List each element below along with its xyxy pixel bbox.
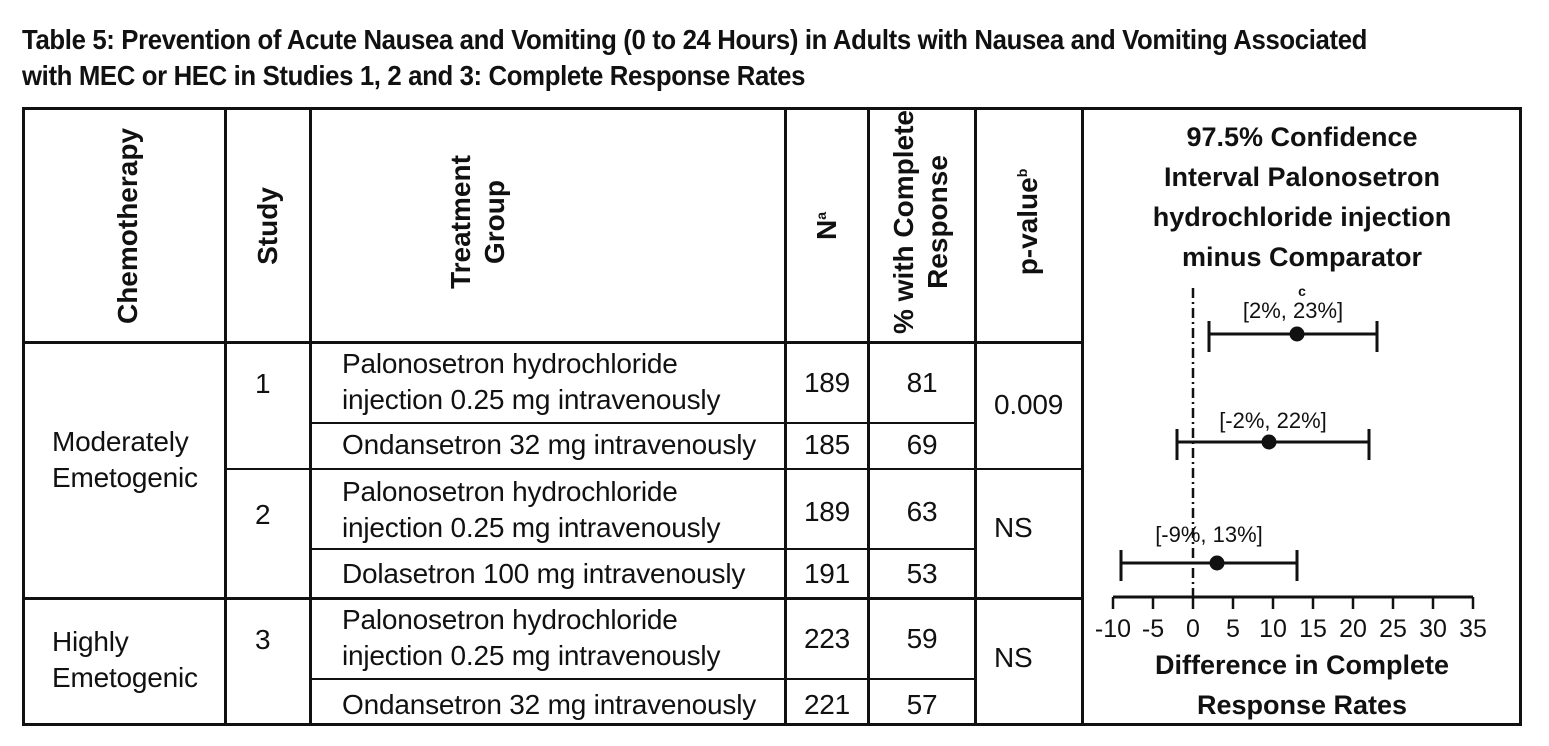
point-estimate <box>1262 435 1277 450</box>
table-title-line2: with MEC or HEC in Studies 1, 2 and 3: Complete Response Rates <box>22 60 806 91</box>
pvalue-study-2: NS <box>994 512 1033 543</box>
header-treatment: Treatment Group <box>445 155 510 289</box>
pvalue-study-3: NS <box>994 642 1033 673</box>
n-row-3: 189 <box>803 496 851 527</box>
response-row-1: 81 <box>906 367 938 398</box>
study-1: 1 <box>255 368 271 399</box>
x-tick-label: 0 <box>1186 615 1200 643</box>
point-estimate <box>1290 327 1305 342</box>
response-row-4: 53 <box>906 558 938 589</box>
header-n: $N^a$ <box>811 211 842 241</box>
table-title-line1: Table 5: Prevention of Acute Nausea and Vomiting (0 to 24 Hours) in Adults with Nausea and Vomiting Associated <box>22 24 1368 55</box>
chemotherapy-highly: Highly Emetogenic <box>52 626 198 693</box>
x-tick-label: -5 <box>1141 615 1165 643</box>
treatment-row-6: Ondansetron 32 mg intravenously <box>342 689 757 720</box>
x-tick-label: 30 <box>1419 615 1447 643</box>
study-3: 3 <box>255 624 271 655</box>
treatment-row-5: Palonosetron hydrochloride injection 0.25 mg intravenously <box>342 604 721 671</box>
n-row-2: 185 <box>803 429 851 460</box>
x-tick-label: 25 <box>1379 615 1407 643</box>
treatment-row-1: Palonosetron hydrochloride injection 0.25 mg intravenously <box>342 348 721 415</box>
n-row-5: 223 <box>803 623 851 654</box>
n-row-4: 191 <box>803 558 851 589</box>
study-2: 2 <box>255 499 271 530</box>
ci-label: [2%, 23%] <box>1242 298 1344 323</box>
x-tick-label: 35 <box>1459 615 1487 643</box>
n-row-1: 189 <box>803 367 851 398</box>
x-tick-label: 10 <box>1259 615 1287 643</box>
header-complete-response: % with Complete Response <box>888 109 953 335</box>
ci-label: [-2%, 22%] <box>1219 408 1327 433</box>
response-row-6: 57 <box>906 689 938 720</box>
x-tick-label: 20 <box>1339 615 1367 643</box>
x-tick-label: 15 <box>1299 615 1327 643</box>
header-chemotherapy: Chemotherapy <box>112 127 143 325</box>
response-row-2: 69 <box>906 429 938 460</box>
response-row-3: 63 <box>906 496 938 527</box>
header-pvalue: p-value$^b$ <box>1012 168 1043 276</box>
response-row-5: 59 <box>906 623 938 654</box>
x-tick-label: -10 <box>1094 615 1132 643</box>
treatment-row-4: Dolasetron 100 mg intravenously <box>342 558 746 589</box>
chart-title: 97.5% Confidence Interval Palonosetron hydrochloride injection minus Comparator $^c$ <box>1152 122 1452 299</box>
pvalue-study-1: 0.009 <box>994 389 1064 420</box>
treatment-row-3: Palonosetron hydrochloride injection 0.25 mg intravenously <box>342 476 721 543</box>
x-tick-label: 5 <box>1226 615 1240 643</box>
ci-label: [-9%, 13%] <box>1155 522 1263 547</box>
chart-x-axis-label: Difference in Complete Response Rates <box>1154 650 1450 720</box>
point-estimate <box>1210 556 1225 571</box>
header-study: Study <box>252 187 283 265</box>
treatment-row-2: Ondansetron 32 mg intravenously <box>342 429 757 460</box>
n-row-6: 221 <box>803 689 851 720</box>
chemotherapy-moderately: Moderately Emetogenic <box>52 426 198 493</box>
